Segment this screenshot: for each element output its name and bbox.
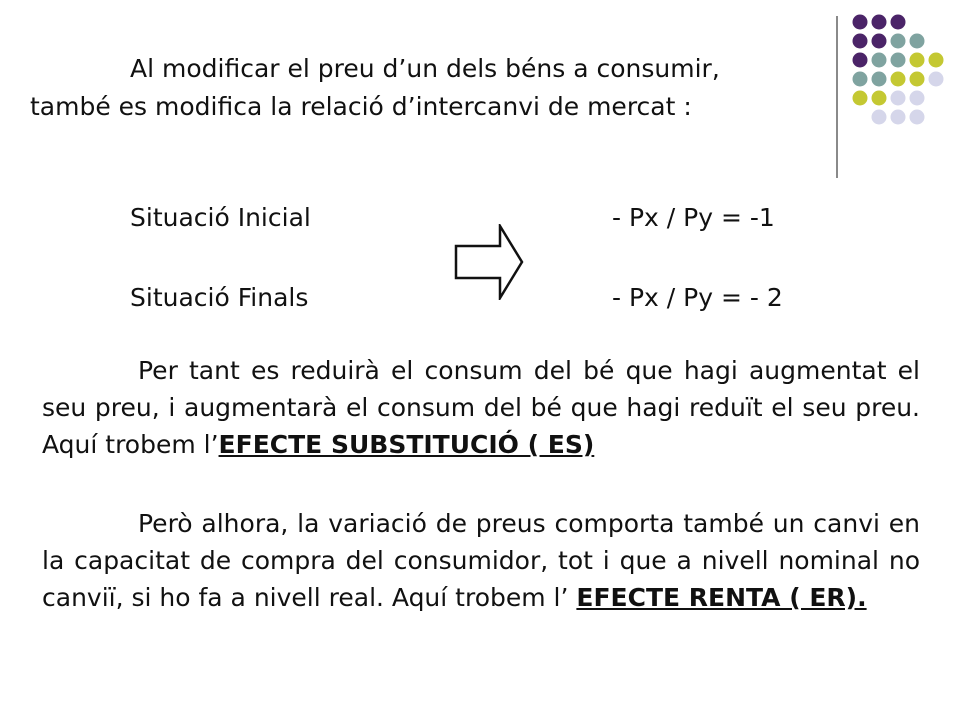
paragraph-substitution-text: Per tant es reduirà el consum del bé que hagi augmentat el seu preu, i augmentarà el consum del bé que hagi reduït el seu preu. Aquí trobem l’ <box>42 356 920 459</box>
substitution-effect-term: EFECTE SUBSTITUCIÓ ( ES) <box>218 430 595 459</box>
decor-dot <box>891 53 906 68</box>
situation-initial-label: Situació Inicial <box>130 203 311 232</box>
decor-dot <box>891 15 906 30</box>
decor-dot <box>910 72 925 87</box>
decor-dot <box>853 72 868 87</box>
income-effect-term: EFECTE RENTA ( ER). <box>576 583 867 612</box>
intro-line-2: també es modifica la relació d’intercanvi de mercat : <box>30 92 692 121</box>
decor-dot <box>891 72 906 87</box>
decor-dot <box>910 91 925 106</box>
decor-dot <box>872 72 887 87</box>
decor-dot <box>929 72 944 87</box>
decor-dot <box>891 110 906 125</box>
decor-dot <box>891 91 906 106</box>
decor-dot <box>872 15 887 30</box>
decor-dot <box>872 91 887 106</box>
decor-dot <box>891 34 906 49</box>
decor-dot <box>872 110 887 125</box>
decorative-dot-grid <box>0 0 960 200</box>
situation-initial-formula: - Px / Py = -1 <box>612 203 775 232</box>
decor-dot <box>853 15 868 30</box>
decor-dot <box>872 34 887 49</box>
decor-dot <box>910 110 925 125</box>
situation-final-formula: - Px / Py = - 2 <box>612 283 783 312</box>
paragraph-substitution <box>42 352 920 463</box>
decor-dot <box>853 53 868 68</box>
situation-final-label: Situació Finals <box>130 283 309 312</box>
right-arrow-icon <box>454 224 526 300</box>
paragraph-income-text: Però alhora, la variació de preus comporta també un canvi en la capacitat de compra del consumidor, tot i que a nivell nominal no canviï, si ho fa a nivell real. Aquí trobem l’ <box>42 509 920 612</box>
decor-dot <box>910 53 925 68</box>
intro-line-1: Al modificar el preu d’un dels béns a consumir, <box>130 54 720 83</box>
paragraph-income <box>42 505 920 616</box>
decor-dot <box>853 34 868 49</box>
decor-dot <box>929 53 944 68</box>
decor-dot <box>853 91 868 106</box>
decor-dot <box>910 34 925 49</box>
decor-dot <box>872 53 887 68</box>
